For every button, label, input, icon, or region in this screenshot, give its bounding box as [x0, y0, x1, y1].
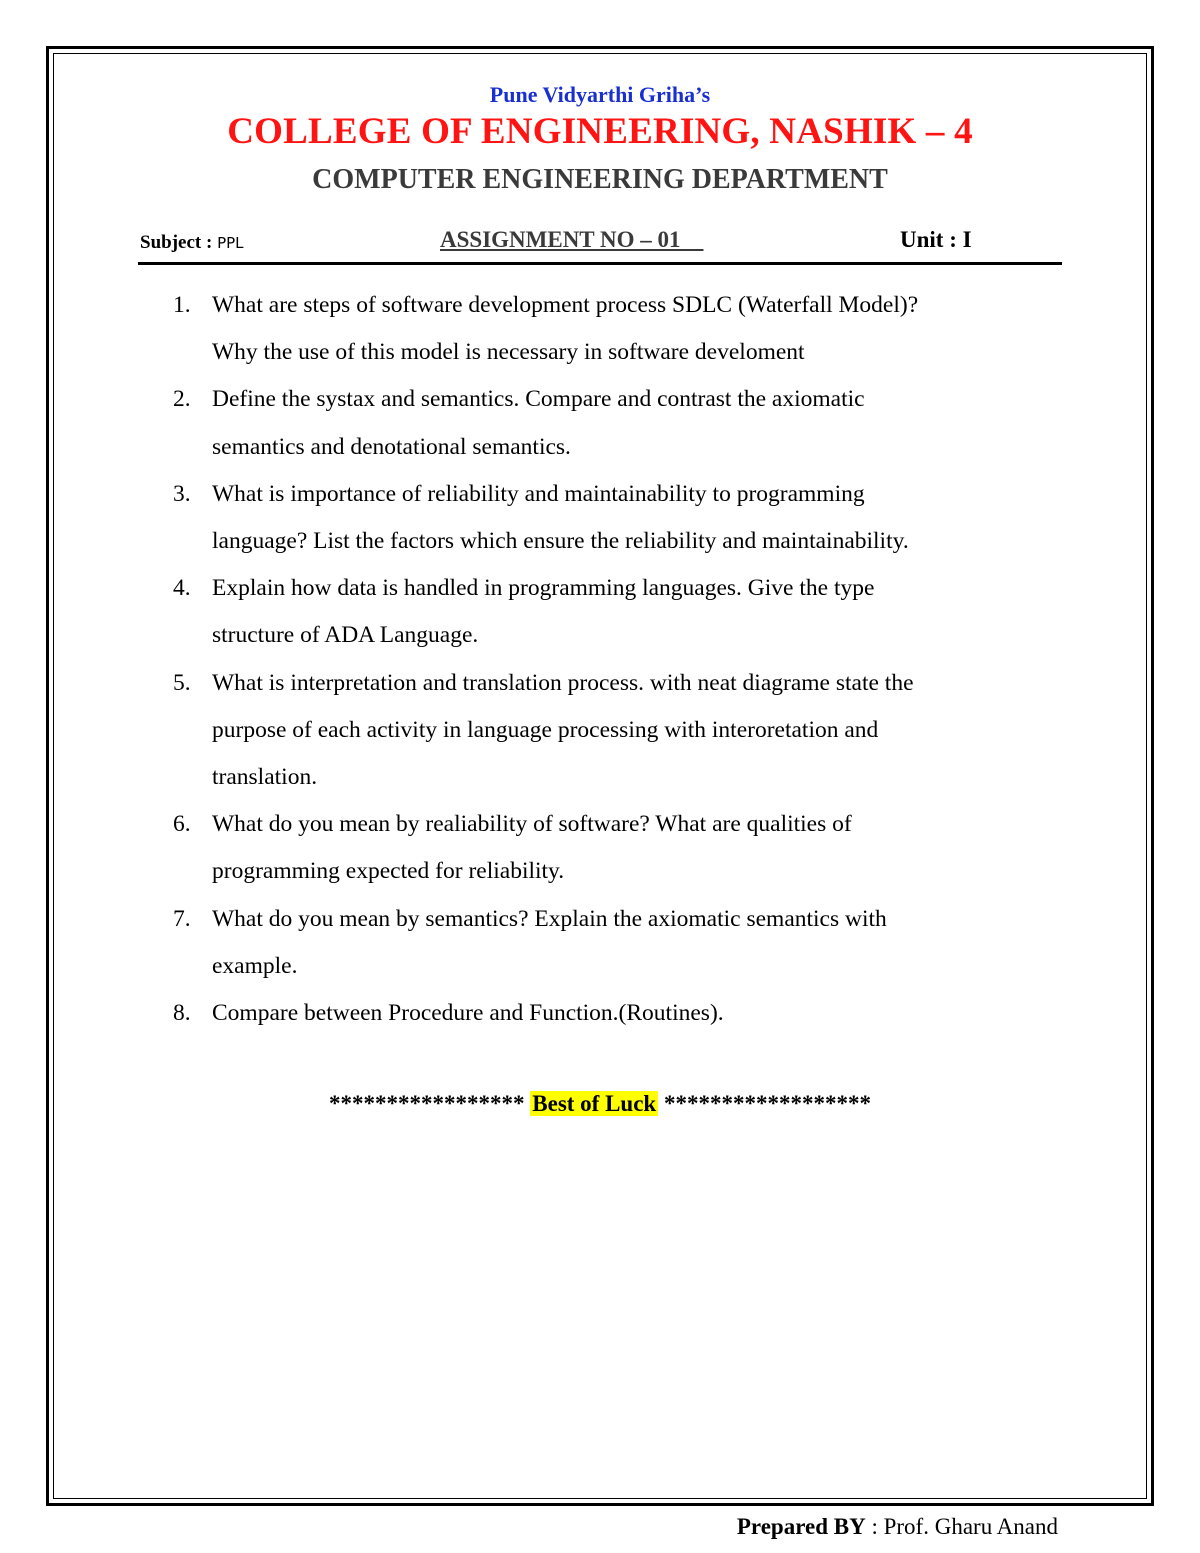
question-line: translation. — [212, 764, 318, 791]
stars-right: ****************** — [658, 1091, 871, 1116]
department-name: COMPUTER ENGINEERING DEPARTMENT — [312, 164, 888, 195]
question-number: 5. — [173, 669, 191, 696]
stars-left: ***************** — [329, 1091, 531, 1116]
subject-field — [140, 232, 244, 254]
prepared-by-label: Prepared BY — [736, 1514, 866, 1539]
college-name: COLLEGE OF ENGINEERING, NASHIK – 4 — [227, 111, 973, 152]
question-line: Define the systax and semantics. Compare and contrast the axiomatic — [212, 386, 865, 413]
question-number: 7. — [173, 905, 191, 932]
question-number: 6. — [173, 811, 191, 838]
question-list — [173, 282, 1073, 1037]
question-line: What is importance of reliability and maintainability to programming — [212, 480, 865, 507]
question-line: What do you mean by semantics? Explain the axiomatic semantics with — [212, 905, 887, 932]
prepared-by — [737, 1514, 1058, 1540]
question-item-1 — [173, 282, 1073, 376]
header-divider — [138, 262, 1062, 265]
question-line: What are steps of software development process SDLC (Waterfall Model)? — [212, 292, 919, 318]
unit-number: Unit : I — [900, 227, 972, 252]
subject-value: PPL — [212, 234, 244, 252]
question-line: Explain how data is handled in programming languages. Give the type — [212, 575, 875, 602]
question-line: language? List the factors which ensure the reliability and maintainability. — [212, 528, 909, 555]
question-number: 2. — [173, 386, 191, 413]
institute-name: Pune Vidyarthi Griha’s — [489, 82, 711, 107]
prepared-by-separator: : — [865, 1514, 884, 1539]
question-line: programming expected for reliability. — [212, 858, 565, 885]
question-line: semantics and denotational semantics. — [212, 433, 571, 460]
question-line: What do you mean by realiability of software? What are qualities of — [212, 811, 852, 838]
best-of-luck-text: Best of Luck — [532, 1091, 657, 1116]
question-line: structure of ADA Language. — [212, 622, 479, 649]
subject-label: Subject : — [140, 232, 213, 253]
prepared-by-name: Prof. Gharu Anand — [883, 1514, 1058, 1539]
question-line: example. — [212, 952, 298, 979]
question-number: 1. — [173, 292, 191, 318]
question-number: 8. — [173, 1000, 191, 1027]
question-item-5 — [173, 660, 1073, 802]
question-number: 4. — [173, 575, 191, 602]
question-line: purpose of each activity in language processing with interoretation and — [212, 716, 879, 743]
question-item-6 — [173, 801, 1073, 895]
best-of-luck-banner — [0, 1091, 1200, 1117]
question-line: What is interpretation and translation process. with neat diagrame state the — [212, 669, 914, 696]
question-item-3 — [173, 471, 1073, 565]
question-line: Why the use of this model is necessary in software develoment — [212, 339, 805, 366]
question-line: Compare between Procedure and Function.(Routines). — [212, 1000, 724, 1027]
assignment-info-row — [140, 227, 1062, 261]
question-item-7 — [173, 896, 1073, 990]
question-item-8 — [173, 990, 1073, 1037]
question-item-4 — [173, 565, 1073, 659]
assignment-number: ASSIGNMENT NO – 01 — [440, 227, 704, 252]
question-item-2 — [173, 376, 1073, 470]
question-number: 3. — [173, 480, 191, 507]
